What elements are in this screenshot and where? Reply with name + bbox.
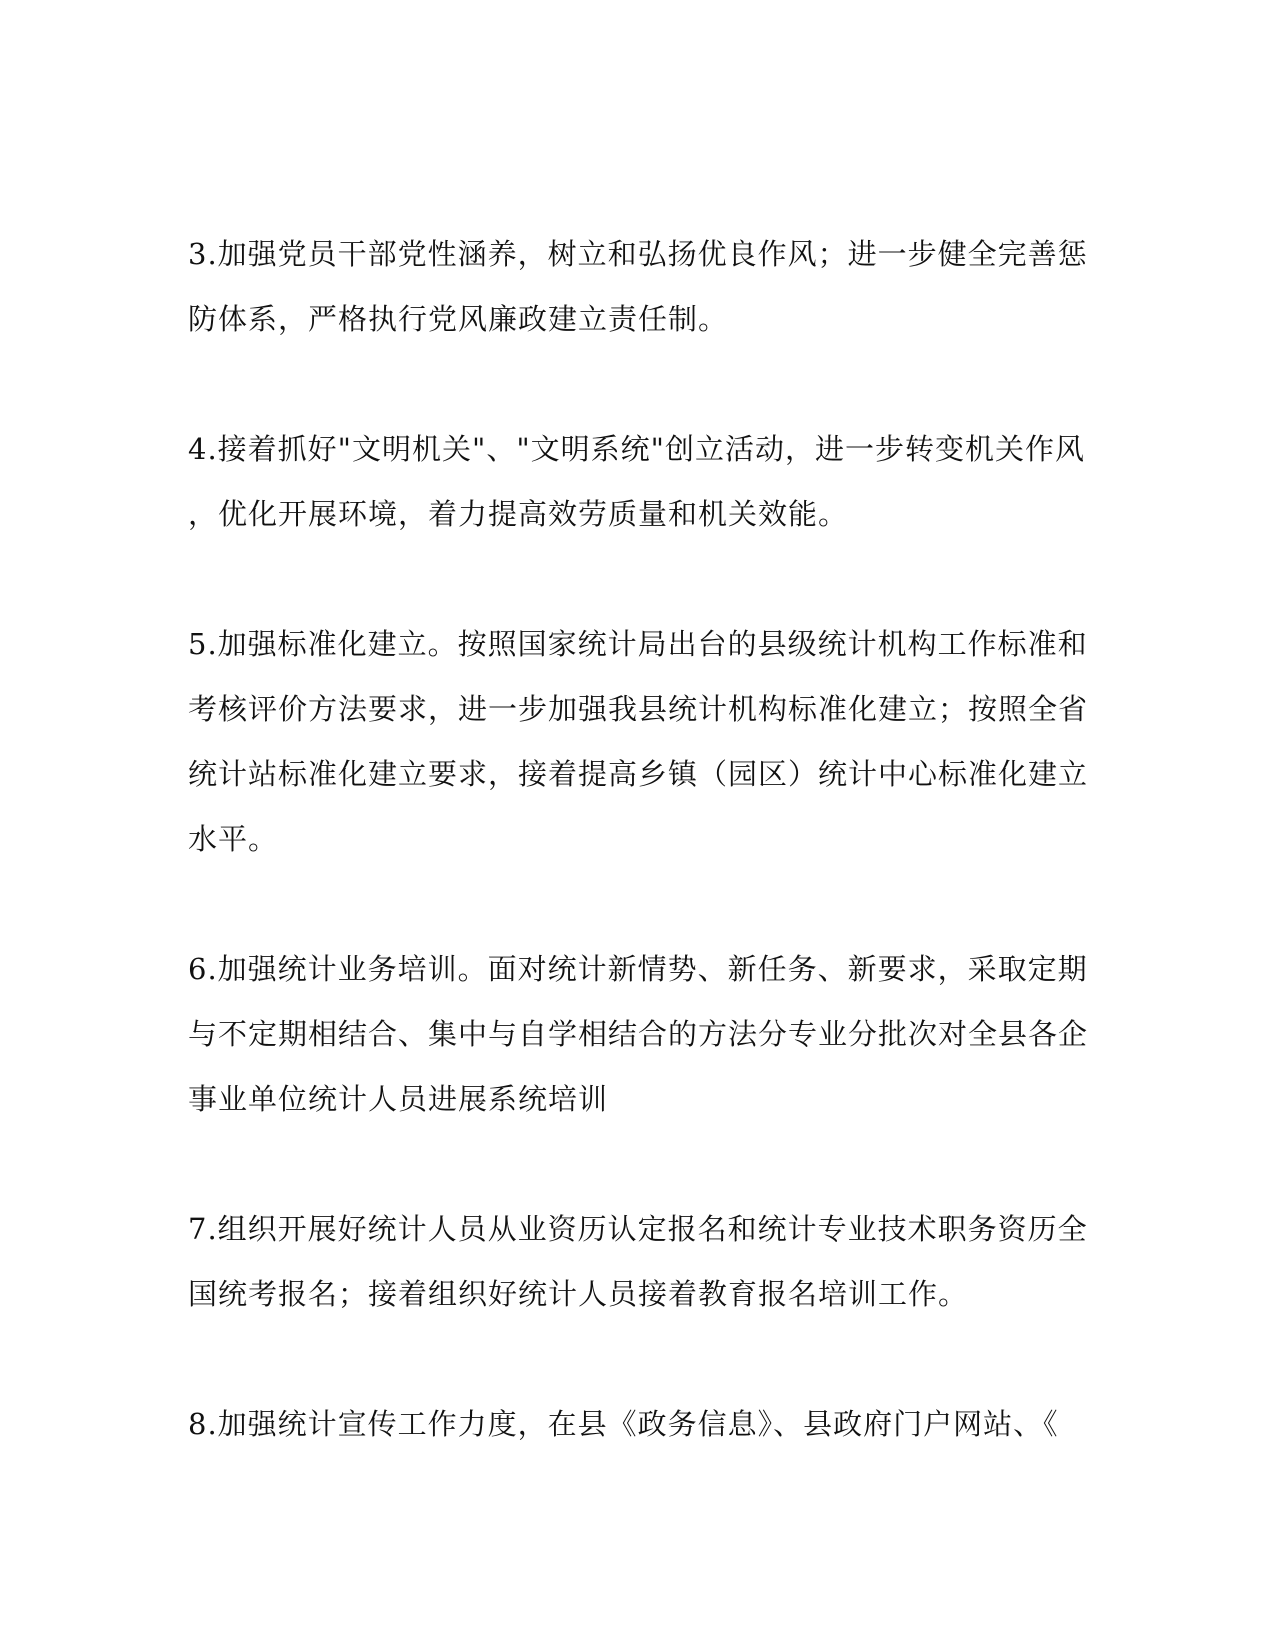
paragraph-line: 4.接着抓好"文明机关"、"文明系统"创立活动，进一步转变机关作风 <box>188 432 1086 466</box>
document-body <box>188 222 1089 1457</box>
paragraph-6 <box>188 937 1089 1132</box>
paragraph-line: 统计站标准化建立要求，接着提高乡镇（园区）统计中心标准化建立 <box>188 757 1089 791</box>
paragraph-line: 水平。 <box>188 822 279 856</box>
paragraph-line: 6.加强统计业务培训。面对统计新情势、新任务、新要求，采取定期 <box>188 952 1088 986</box>
paragraph-line: 7.组织开展好统计人员从业资历认定报名和统计专业技术职务资历全 <box>188 1212 1088 1246</box>
paragraph-line: 国统考报名；接着组织好统计人员接着教育报名培训工作。 <box>188 1277 969 1311</box>
paragraph-line: 事业单位统计人员进展系统培训 <box>188 1082 609 1116</box>
paragraph-5 <box>188 612 1089 872</box>
paragraph-line: ，优化开展环境，着力提高效劳质量和机关效能。 <box>188 497 849 531</box>
paragraph-line: 8.加强统计宣传工作力度，在县《政务信息》、县政府门户网站、《 <box>188 1407 1059 1441</box>
paragraph-line: 与不定期相结合、集中与自学相结合的方法分专业分批次对全县各企 <box>188 1017 1089 1051</box>
paragraph-spacer <box>188 1132 1068 1197</box>
paragraph-8 <box>188 1392 1068 1457</box>
paragraph-line: 防体系，严格执行党风廉政建立责任制。 <box>188 302 729 336</box>
paragraph-line: 5.加强标准化建立。按照国家统计局出台的县级统计机构工作标准和 <box>188 627 1088 661</box>
paragraph-spacer <box>188 547 1068 612</box>
paragraph-3 <box>188 222 1088 352</box>
paragraph-spacer <box>188 872 1068 937</box>
paragraph-spacer <box>188 352 1068 417</box>
paragraph-7 <box>188 1197 1088 1327</box>
paragraph-4 <box>188 417 1086 547</box>
paragraph-line: 3.加强党员干部党性涵养，树立和弘扬优良作风；进一步健全完善惩 <box>188 237 1088 271</box>
paragraph-spacer <box>188 1327 1068 1392</box>
paragraph-line: 考核评价方法要求，进一步加强我县统计机构标准化建立；按照全省 <box>188 692 1089 726</box>
